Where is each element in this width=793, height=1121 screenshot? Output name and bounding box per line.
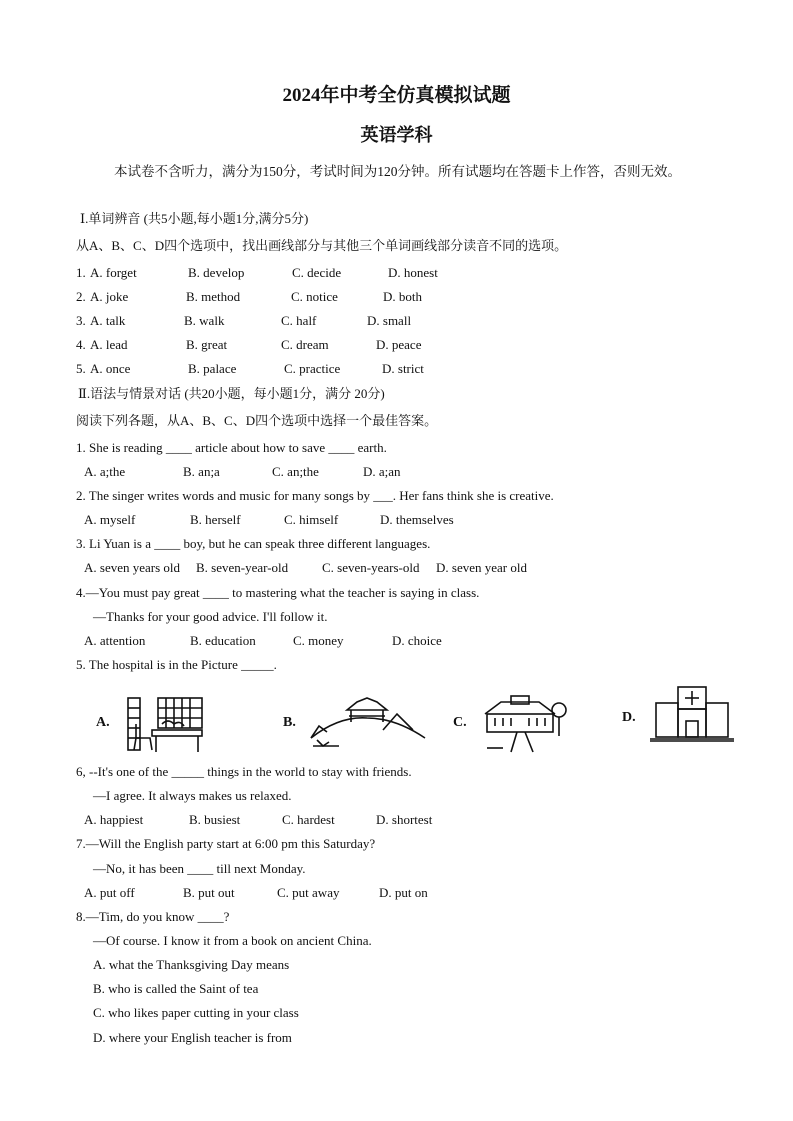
school-picture-icon [481, 692, 567, 754]
question-stem: 2. The singer writes words and music for many songs by ___. Her fans think she is creative. [76, 488, 554, 503]
option-a-label: A. [96, 715, 110, 730]
picture-option-b[interactable] [283, 690, 433, 760]
option-d[interactable]: D. seven year old [436, 560, 527, 575]
option-b[interactable]: B. develop [188, 265, 245, 280]
picture-option-a[interactable] [96, 690, 216, 760]
question-stem: 8.—Tim, do you know ____? [76, 909, 230, 924]
option-c[interactable]: C. himself [284, 512, 339, 527]
question-number: 1. [76, 265, 86, 280]
option-a[interactable]: A. what the Thanksgiving Day means [93, 957, 290, 972]
option-b[interactable]: B. palace [188, 361, 237, 376]
option-b[interactable]: B. method [186, 289, 241, 304]
option-a[interactable]: A. talk [90, 313, 126, 328]
option-d[interactable]: D. strict [382, 361, 424, 376]
option-d[interactable]: D. where your English teacher is from [93, 1030, 292, 1045]
option-a[interactable]: A. once [90, 361, 131, 376]
option-c[interactable]: C. decide [292, 265, 342, 280]
option-c[interactable]: C. notice [291, 289, 338, 304]
option-b[interactable]: B. great [186, 337, 228, 352]
page-title: 2024年中考全仿真模拟试题 [282, 85, 511, 106]
option-c[interactable]: C. put away [277, 885, 340, 900]
option-d[interactable]: D. both [383, 289, 422, 304]
question-stem: 4.—You must pay great ____ to mastering what the teacher is saying in class. [76, 585, 480, 600]
option-d[interactable]: D. a;an [363, 464, 401, 479]
option-c[interactable]: C. half [281, 313, 317, 328]
pavilion-picture-icon [309, 696, 427, 754]
option-a[interactable]: A. attention [84, 633, 146, 648]
option-d[interactable]: D. small [367, 313, 412, 328]
option-a[interactable]: A. myself [84, 512, 136, 527]
option-a[interactable]: A. lead [90, 337, 128, 352]
option-b[interactable]: B. education [190, 633, 256, 648]
option-d[interactable]: D. themselves [380, 512, 454, 527]
option-a[interactable]: A. joke [90, 289, 129, 304]
option-a[interactable]: A. put off [84, 885, 135, 900]
hospital-picture-icon [648, 685, 736, 743]
option-b-label: B. [283, 715, 296, 730]
question-stem: 3. Li Yuan is a ____ boy, but he can speak three different languages. [76, 536, 431, 551]
option-a[interactable]: A. forget [90, 265, 137, 280]
option-d[interactable]: D. honest [388, 265, 438, 280]
question-number: 4. [76, 337, 86, 352]
option-c[interactable]: C. money [293, 633, 344, 648]
question-number: 3. [76, 313, 86, 328]
option-b[interactable]: B. an;a [183, 464, 220, 479]
option-b[interactable]: B. seven-year-old [196, 560, 289, 575]
question-number: 5. [76, 361, 86, 376]
section2-directions: 阅读下列各题，从A、B、C、D四个选项中选择一个最佳答案。 [76, 413, 438, 428]
option-b[interactable]: B. herself [190, 512, 241, 527]
option-a[interactable]: A. a;the [84, 464, 126, 479]
question-stem: 7.—Will the English party start at 6:00 pm this Saturday? [76, 836, 376, 851]
option-d[interactable]: D. shortest [376, 812, 433, 827]
library-picture-icon [122, 694, 212, 756]
section1-heading: Ⅰ.单词辨音 (共5小题,每小题1分,满分5分) [80, 211, 309, 226]
section1-directions: 从A、B、C、D四个选项中，找出画线部分与其他三个单词画线部分读音不同的选项。 [76, 238, 568, 253]
question-number: 2. [76, 289, 86, 304]
picture-option-d[interactable] [622, 690, 742, 760]
option-b[interactable]: B. who is called the Saint of tea [93, 981, 259, 996]
option-b[interactable]: B. put out [183, 885, 235, 900]
option-c-label: C. [453, 715, 467, 730]
option-d[interactable]: D. choice [392, 633, 442, 648]
option-c[interactable]: C. seven-years-old [322, 560, 420, 575]
dialogue-reply: —No, it has been ____ till next Monday. [93, 861, 306, 876]
option-c[interactable]: C. an;the [272, 464, 319, 479]
option-c[interactable]: C. practice [284, 361, 341, 376]
option-d-label: D. [622, 710, 636, 725]
subject-title: 英语学科 [360, 125, 433, 145]
question-stem: 5. The hospital is in the Picture _____. [76, 657, 277, 672]
dialogue-reply: —Thanks for your good advice. I'll follow it. [93, 609, 328, 624]
option-a[interactable]: A. seven years old [84, 560, 181, 575]
option-d[interactable]: D. put on [379, 885, 428, 900]
picture-option-c[interactable] [453, 690, 573, 760]
option-b[interactable]: B. busiest [189, 812, 241, 827]
option-d[interactable]: D. peace [376, 337, 422, 352]
dialogue-reply: —Of course. I know it from a book on ancient China. [93, 933, 372, 948]
option-c[interactable]: C. dream [281, 337, 329, 352]
question-stem: 1. She is reading ____ article about how to save ____ earth. [76, 440, 387, 455]
option-a[interactable]: A. happiest [84, 812, 144, 827]
question-stem: 6, --It's one of the _____ things in the world to stay with friends. [76, 764, 412, 779]
dialogue-reply: —I agree. It always makes us relaxed. [93, 788, 292, 803]
option-b[interactable]: B. walk [184, 313, 225, 328]
option-c[interactable]: C. who likes paper cutting in your class [93, 1005, 299, 1020]
option-c[interactable]: C. hardest [282, 812, 335, 827]
exam-instructions: 本试卷不含听力，满分为150分，考试时间为120分钟。所有试题均在答题卡上作答，否则无效。 [114, 164, 681, 179]
section2-heading: Ⅱ.语法与情景对话 (共20小题，每小题1分，满分 20分) [78, 386, 385, 401]
